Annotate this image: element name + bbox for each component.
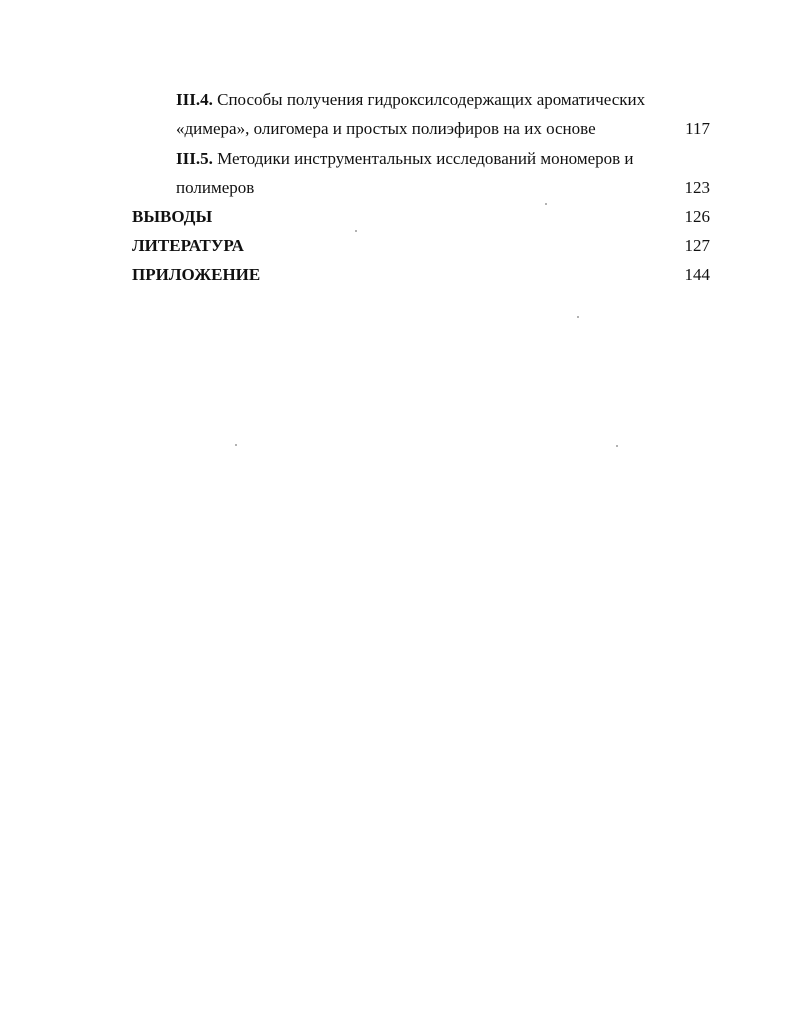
toc-page-number: 123 <box>684 178 710 197</box>
toc-entry-3-5-line-1 <box>176 149 634 169</box>
scan-speck <box>545 203 547 205</box>
toc-entry-3-4-line-1 <box>176 90 645 110</box>
toc-heading-conclusions: ВЫВОДЫ <box>132 207 213 226</box>
toc-page-number: 126 <box>684 207 710 226</box>
toc-heading-literature: ЛИТЕРАТУРА <box>132 236 244 255</box>
toc-page-number: 117 <box>685 119 710 138</box>
section-title-part-1: Методики инструментальных исследований мономеров и <box>217 149 634 168</box>
section-number: III.5. <box>176 149 213 168</box>
toc-heading-appendix: ПРИЛОЖЕНИЕ <box>132 265 261 284</box>
toc-entry-3-4-line-2 <box>176 119 596 139</box>
scan-speck <box>616 445 618 447</box>
scan-speck <box>355 230 357 232</box>
section-title-part-1: Способы получения гидроксилсодержащих ароматических <box>217 90 646 109</box>
toc-page-number: 144 <box>684 265 710 284</box>
section-number: III.4. <box>176 90 213 109</box>
section-title-part-2: «димера», олигомера и простых полиэфиров на их основе <box>176 119 596 138</box>
scan-speck <box>235 444 237 446</box>
toc-page-number: 127 <box>684 236 710 255</box>
toc-entry-3-5-line-2 <box>176 178 254 198</box>
scan-speck <box>577 316 579 318</box>
section-title-part-2: полимеров <box>176 178 255 197</box>
